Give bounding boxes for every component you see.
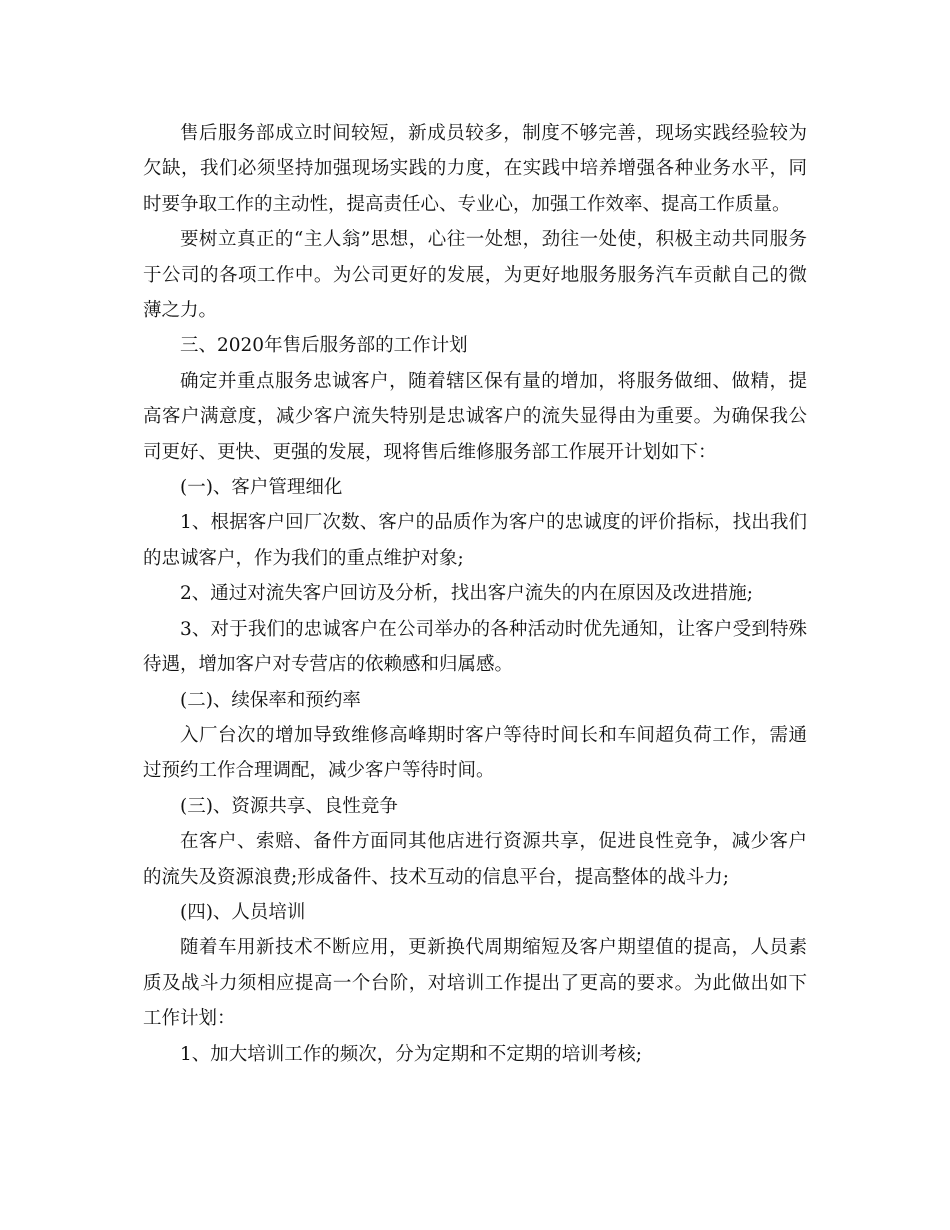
subheading-resource-sharing: (三)、资源共享、良性竞争 bbox=[180, 795, 398, 817]
subheading-renewal-booking: (二)、续保率和预约率 bbox=[180, 689, 361, 711]
paragraph-resource-sharing: 在客户、索赔、备件方面同其他店进行资源共享，促进良性竞争，减少客户的流失及资源浪费;形成备件、技术互动的信息平台，提高整体的战斗力; bbox=[143, 831, 807, 888]
paragraph-ownership: 要树立真正的“主人翁”思想，心往一处想，劲往一处使，积极主动共同服务于公司的各项工作中。为公司更好的发展，为更好地服务服务汽车贡献自己的微薄之力。 bbox=[143, 229, 807, 322]
paragraph-training: 随着车用新技术不断应用，更新换代周期缩短及客户期望值的提高，人员素质及战斗力须相应提高一个台阶，对培训工作提出了更高的要求。为此做出如下工作计划： bbox=[143, 937, 807, 1030]
document-body bbox=[143, 116, 807, 1072]
paragraph-intro: 售后服务部成立时间较短，新成员较多，制度不够完善，现场实践经验较为欠缺，我们必须坚持加强现场实践的力度，在实践中培养增强各种业务水平，同时要争取工作的主动性，提高责任心、专业心，加强工作效率、提高工作质量。 bbox=[143, 123, 807, 215]
subheading-customer-management: (一)、客户管理细化 bbox=[180, 477, 343, 499]
list-item-training-1: 1、加大培训工作的频次，分为定期和不定期的培训考核; bbox=[180, 1043, 643, 1065]
list-item-1: 1、根据客户回厂次数、客户的品质作为客户的忠诚度的评价指标，找出我们的忠诚客户，作为我们的重点维护对象; bbox=[143, 512, 807, 569]
list-item-2: 2、通过对流失客户回访及分析，找出客户流失的内在原因及改进措施; bbox=[180, 583, 754, 605]
paragraph-loyal-customers: 确定并重点服务忠诚客户，随着辖区保有量的增加，将服务做细、做精，提高客户满意度，减少客户流失特别是忠诚客户的流失显得由为重要。为确保我公司更好、更快、更强的发展，现将售后维修服务部工作展开计划如下： bbox=[143, 370, 807, 463]
section-heading-2020-plan: 三、2020年售后服务部的工作计划 bbox=[180, 335, 468, 357]
list-item-3: 3、对于我们的忠诚客户在公司举办的各种活动时优先通知，让客户受到特殊待遇，增加客户对专营店的依赖感和归属感。 bbox=[143, 618, 807, 676]
paragraph-booking: 入厂台次的增加导致维修高峰期时客户等待时间长和车间超负荷工作，需通过预约工作合理调配，减少客户等待时间。 bbox=[143, 724, 807, 782]
subheading-training: (四)、人员培训 bbox=[180, 901, 306, 923]
